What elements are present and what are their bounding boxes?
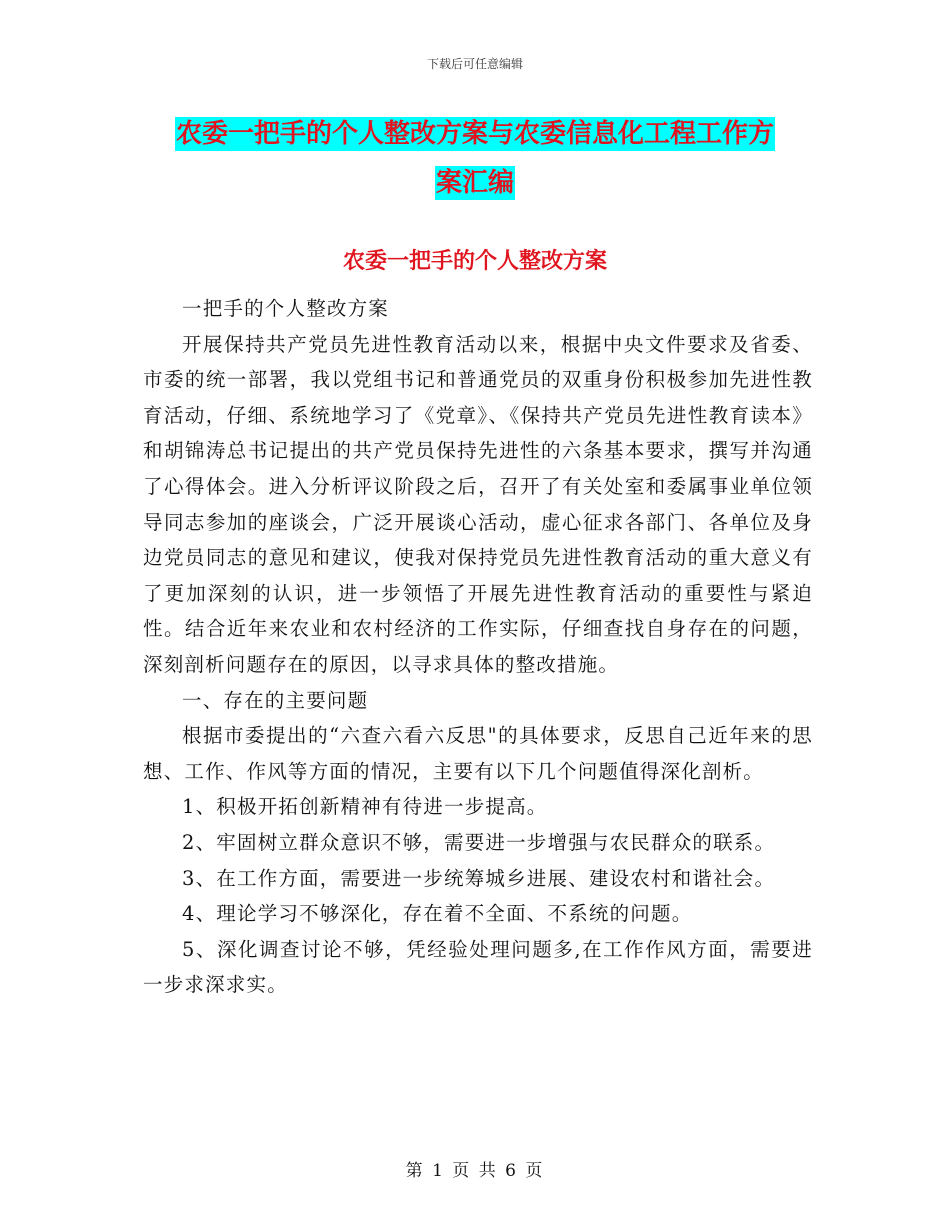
header-note: 下载后可任意编辑 — [426, 57, 523, 71]
paragraph: 开展保持共产党员先进性教育活动以来，根据中央文件要求及省委、市委的统一部署，我以党组书记和普通党员的双重身份积极参加先进性教育活动，仔细、系统地学习了《党章》、《保持共产党员先进性教育读本》和胡锦涛总书记提出的共产党员保持先进性的六条基本要求，撰写并沟通了心得体会。进入分析评议阶段之后，召开了有关处室和委属事业单位领导同志参加的座谈会，广泛开展谈心活动，虚心征求各部门、各单位及身边党员同志的意见和建议，使我对保持党员先进性教育活动的重大意义有了更加深刻的认识，进一步领悟了开展先进性教育活动的重要性与紧迫性。结合近年来农业和农村经济的工作实际，仔细查找自身存在的问题，深刻剖析问题存在的原因，以寻求具体的整改措施。 — [143, 332, 813, 676]
paragraph: 根据市委提出的“六查六看六反思"的具体要求，反思自己近年来的思想、工作、作风等方面的情况，主要有以下几个问题值得深化剖析。 — [143, 724, 813, 783]
document-title-line-1: 农委一把手的个人整改方案与农委信息化工程工作方 — [175, 119, 774, 149]
section-title: 农委一把手的个人整改方案 — [342, 249, 607, 274]
paragraph: 4、理论学习不够深化，存在着不全面、不系统的问题。 — [182, 902, 693, 926]
document-title-line-2: 案汇编 — [435, 168, 514, 198]
document-title — [140, 110, 810, 208]
paragraph: 3、在工作方面，需要进一步统筹城乡进展、建设农村和谐社会。 — [182, 866, 776, 890]
page-number-footer: 第 1 页 共 6 页 — [405, 1161, 545, 1181]
paragraph: 2、牢固树立群众意识不够，需要进一步增强与农民群众的联系。 — [182, 830, 776, 854]
document-body — [143, 291, 813, 1003]
paragraph: 1、积极开拓创新精神有待进一步提高。 — [182, 795, 548, 819]
paragraph: 一把手的个人整改方案 — [182, 297, 390, 320]
paragraph: 5、深化调查讨论不够，凭经验处理问题多,在工作作风方面，需要进一步求深求实。 — [143, 937, 813, 997]
paragraph: 一、存在的主要问题 — [182, 688, 369, 712]
